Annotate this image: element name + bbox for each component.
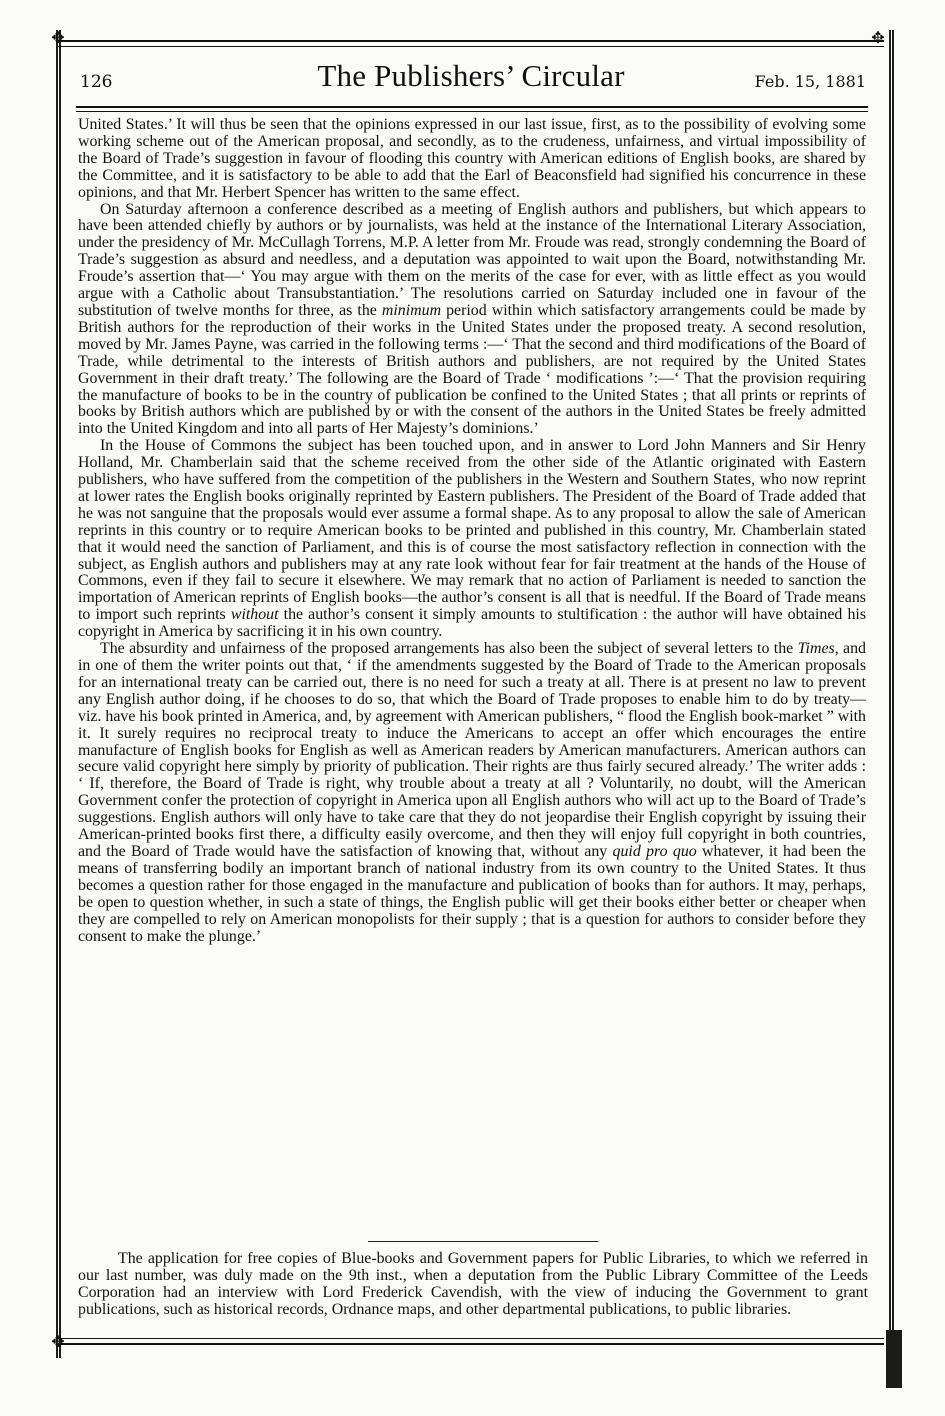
- header-rule-thin: [76, 111, 868, 112]
- top-border-rule: [58, 40, 884, 42]
- italic-text: without: [230, 606, 279, 624]
- bottom-border-rule: [58, 1343, 884, 1345]
- page-header: [76, 58, 866, 102]
- bottom-border-rule-inner: [58, 1338, 884, 1339]
- paragraph: United States.’ It will thus be seen that the opinions expressed in our last issue, first, as to the possibility of evolving some working scheme out of the American proposal, and secondly, as to the crudeness, unfairness, and virtual impossibility of the Board of Trade’s suggestion in favour of flooding this country with American editions of English books, are shared by the Committee, and it is satisfactory to be able to add that the Earl of Beaconsfield had signified his concurrence in these opinions, and that Mr. Herbert Spencer has written to the same effect.: [78, 116, 866, 201]
- section-separator: [368, 1241, 598, 1242]
- article-body: [78, 117, 866, 945]
- italic-text: minimum: [381, 301, 442, 319]
- page-number: 126: [80, 72, 113, 92]
- paragraph: The absurdity and unfairness of the proposed arrangements has also been the subject of several letters to the Times, and in one of them the writer points out that, ‘ if the amendments suggested by the Board of Trade to the American proposals for an international treaty can be carried out, there is no need for such a treaty at all. There is at present no law to prevent any English author doing, if he chooses to do so, that which the Board of Trade proposes to enable him to do by treaty—viz. have his book printed in America, and, by agreement with American publishers, “ flood the English book-market ” with it. It surely requires no reciprocal treaty to induce the Americans to accept an offer which encourages the entire manufacture of English books for English as well as American readers by American manufacturers. American authors can secure valid copyright here simply by priority of publication. Their rights are thus fairly secured already.’ The writer adds : ‘ If, therefore, the Board of Trade is right, why trouble about a treaty at all ? Voluntarily, no doubt, will the American Government confer the protection of copyright in America upon all English authors who will act up to the Board of Trade’s suggestions. English authors will only have to take care that they do not jeopardise their English copyright by issuing their American-printed books first there, a difficulty easily overcome, and then they will enjoy full copyright in both countries, and the Board of Trade would have the satisfaction of knowing that, without any quid pro quo whatever, it had been the means of transferring bodily an important branch of national industry from its own country to the United States. It thus becomes a question rather for those engaged in the manufacture and publication of books than for authors. It may, perhaps, be open to question whether, in such a state of things, the English public will get their books either better or cheaper when they are compelled to rely on American monopolists for their supply ; that is a question for authors to consider before they consent to make the plunge.’: [78, 640, 866, 945]
- issue-date: Feb. 15, 1881: [754, 72, 866, 91]
- corner-ornament-icon: ✥: [871, 28, 885, 47]
- paragraph: In the House of Commons the subject has been touched upon, and in answer to Lord John Manners and Sir Henry Holland, Mr. Chamberlain said that the scheme received from the other side of the Atlantic originated with Eastern publishers, who have suffered from the competition of the publishers in the Western and Southern States, who now reprint at lower rates the English books originally reprinted by Eastern publishers. The President of the Board of Trade added that he was not sanguine that the proposals would ever assume a formal shape. As to any proposal to allow the sale of American reprints in this country or to require American books to be printed and published in this country, Mr. Chamberlain stated that it would need the sanction of Parliament, and this is of course the most satisfactory reflection in connection with the subject, as English authors and publishers may at any rate look without fear for fair treatment at the hands of the House of Commons, even if they fail to secure it elsewhere. We may remark that no action of Parliament is needed to sanction the importation of American reprints of English books—the author’s consent is all that is needful. If the Board of Trade means to import such reprints without the author’s consent it simply amounts to stultification : the author will have obtained his copyright in America by sacrificing it in his own country.: [78, 437, 866, 641]
- italic-text: quid pro quo: [612, 842, 697, 860]
- corner-ornament-icon: ✥: [51, 1332, 65, 1351]
- top-border-rule-inner: [58, 46, 884, 47]
- corner-ornament-icon: ✥: [51, 28, 65, 47]
- news-note: [78, 1251, 868, 1319]
- header-rule: [76, 106, 868, 108]
- page-edge-shadow: [886, 1330, 902, 1388]
- publication-title: The Publishers’ Circular: [317, 58, 625, 93]
- italic-text: Times: [797, 640, 835, 658]
- paragraph: The application for free copies of Blue-books and Government papers for Public Libraries, to which we referred in our last number, was duly made on the 9th inst., when a deputation from the Public Library Committee of the Leeds Corporation had an interview with Lord Frederick Cavendish, with the view of inducing the Government to grant publications, such as historical records, Ordnance maps, and other departmental publications, to public libraries.: [78, 1250, 868, 1318]
- paragraph: On Saturday afternoon a conference described as a meeting of English authors and publishers, but which appears to have been attended chiefly by authors or by journalists, was held at the instance of the International Literary Association, under the presidency of Mr. McCullagh Torrens, M.P. A letter from Mr. Froude was read, strongly condemning the Board of Trade’s suggestion as absurd and needless, and a deputation was appointed to wait upon the Board, notwithstanding Mr. Froude’s assertion that—‘ You may argue with them on the merits of the case for ever, with as little effect as you would argue with a Catholic about Transubstantiation.’ The resolutions carried on Saturday included one in favour of the substitution of twelve months for three, as the minimum period within which satisfactory arrangements could be made by British authors for the reproduction of their works in the United States under the proposed treaty. A second resolution, moved by Mr. James Payne, was carried in the following terms :—‘ That the second and third modifications of the Board of Trade, while detrimental to the interests of British authors and publishers, are not required by the United States Government in their draft treaty.’ The following are the Board of Trade ‘ modifications ’:—‘ That the provision requiring the manufacture of books to be in the country of publication be confined to the United States ; that all prints or reprints of books by British authors which are published by or with the consent of the authors in the United States be freely admitted into the United Kingdom and into all parts of Her Majesty’s dominions.’: [78, 200, 866, 438]
